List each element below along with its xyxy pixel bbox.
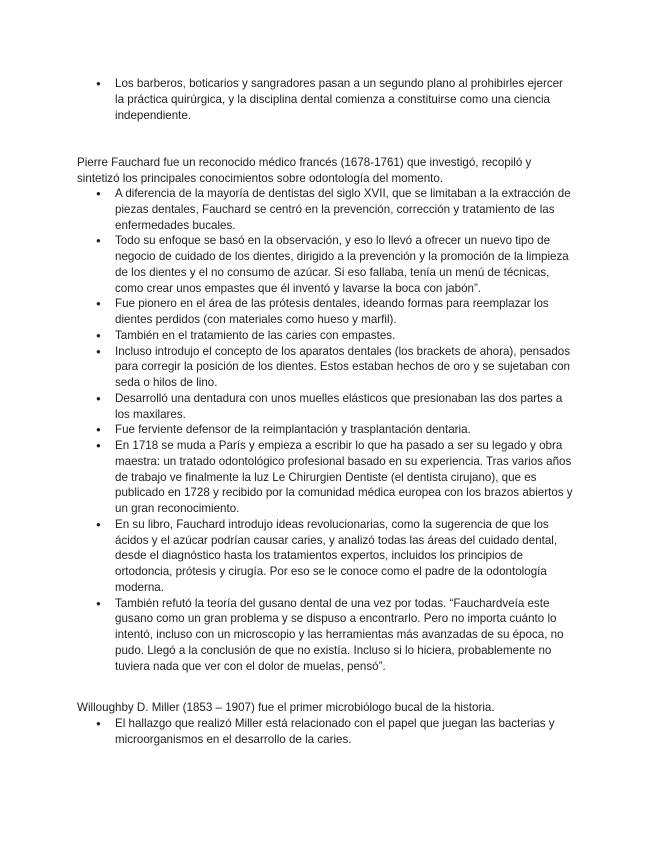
paragraph-miller-intro: Willoughby D. Miller (1853 – 1907) fue el primer microbiólogo bucal de la historia.: [77, 701, 495, 714]
list-item: ● Fue ferviente defensor de la reimplantación y trasplantación dentaria.: [0, 422, 575, 438]
bullet-list-fauchard: [0, 186, 655, 674]
list-item: ● Incluso introdujo el concepto de los aparatos dentales (los brackets de ahora), pensados para corregir la posición de los dientes. Estos estaban hechos de oro y se sujetaban con seda o hilos de lino.: [0, 344, 575, 391]
list-item: ● Todo su enfoque se basó en la observación, y eso lo llevó a ofrecer un nuevo tipo de negocio de cuidado de los dientes, dirigido a la prevención y la promoción de la limpieza de los dientes y el no consumo de azúcar. Si eso fallaba, tenía un menú de técnicas, como crear unos empastes que él inventó y lavarse la boca con jabón”.: [0, 233, 575, 296]
paragraph-fauchard-intro: Pierre Fauchard fue un reconocido médico francés (1678-1761) que investigó, recopiló y sintetizó los principales conocimientos sobre odontología del momento.: [77, 156, 532, 185]
list-item: ● A diferencia de la mayoría de dentistas del siglo XVII, que se limitaban a la extracción de piezas dentales, Fauchard se centró en la prevención, corrección y tratamiento de las enfermedades bucales.: [0, 186, 575, 233]
list-item: ● También refutó la teoría del gusano dental de una vez por todas. “Fauchardveía este gusano como un gran problema y se dispuso a encontrarlo. Pero no importa cuánto lo intentó, incluso con un microscopio y las herramientas más avanzadas de su época, no pudo. Llegó a la conclusión de que no existía. Incluso si lo hiciera, probablemente no tuviera nada que ver con el dolor de muelas, pensó”.: [0, 596, 575, 675]
list-item: ● En 1718 se muda a París y empieza a escribir lo que ha pasado a ser su legado y obra maestra: un tratado odontológico profesional basado en su experiencia. Tras varios años de trabajo ve finalmente la luz Le Chirurgien Dentiste (el dentista cirujano), que es publicado en 1728 y recibido por la comunidad médica europea con los brazos abiertos y un gran reconocimiento.: [0, 438, 575, 517]
list-item: ● El hallazgo que realizó Miller está relacionado con el papel que juegan las bacterias y microorganismos en el desarrollo de la caries.: [0, 716, 575, 748]
bullet-list-miller: [0, 716, 655, 748]
list-item: ● En su libro, Fauchard introdujo ideas revolucionarias, como la sugerencia de que los ácidos y el azúcar podrían causar caries, y analizó todas las áreas del cuidado dental, desde el diagnóstico hasta los tratamientos expertos, incluidos los principios de ortodoncia, prótesis y cirugía. Por eso se le conoce como el padre de la odontología moderna.: [0, 517, 575, 596]
list-item: ● Los barberos, boticarios y sangradores pasan a un segundo plano al prohibirles ejercer la práctica quirúrgica, y la disciplina dental comienza a constituirse como una ciencia independiente.: [0, 76, 575, 123]
list-item: ● También en el tratamiento de las caries con empastes.: [0, 328, 575, 344]
list-item: ● Fue pionero en el área de las prótesis dentales, ideando formas para reemplazar los dientes perdidos (con materiales como hueso y marfil).: [0, 296, 575, 328]
bullet-list-barberos: [0, 76, 655, 123]
list-item: ● Desarrolló una dentadura con unos muelles elásticos que presionaban las dos partes a los maxilares.: [0, 391, 575, 423]
